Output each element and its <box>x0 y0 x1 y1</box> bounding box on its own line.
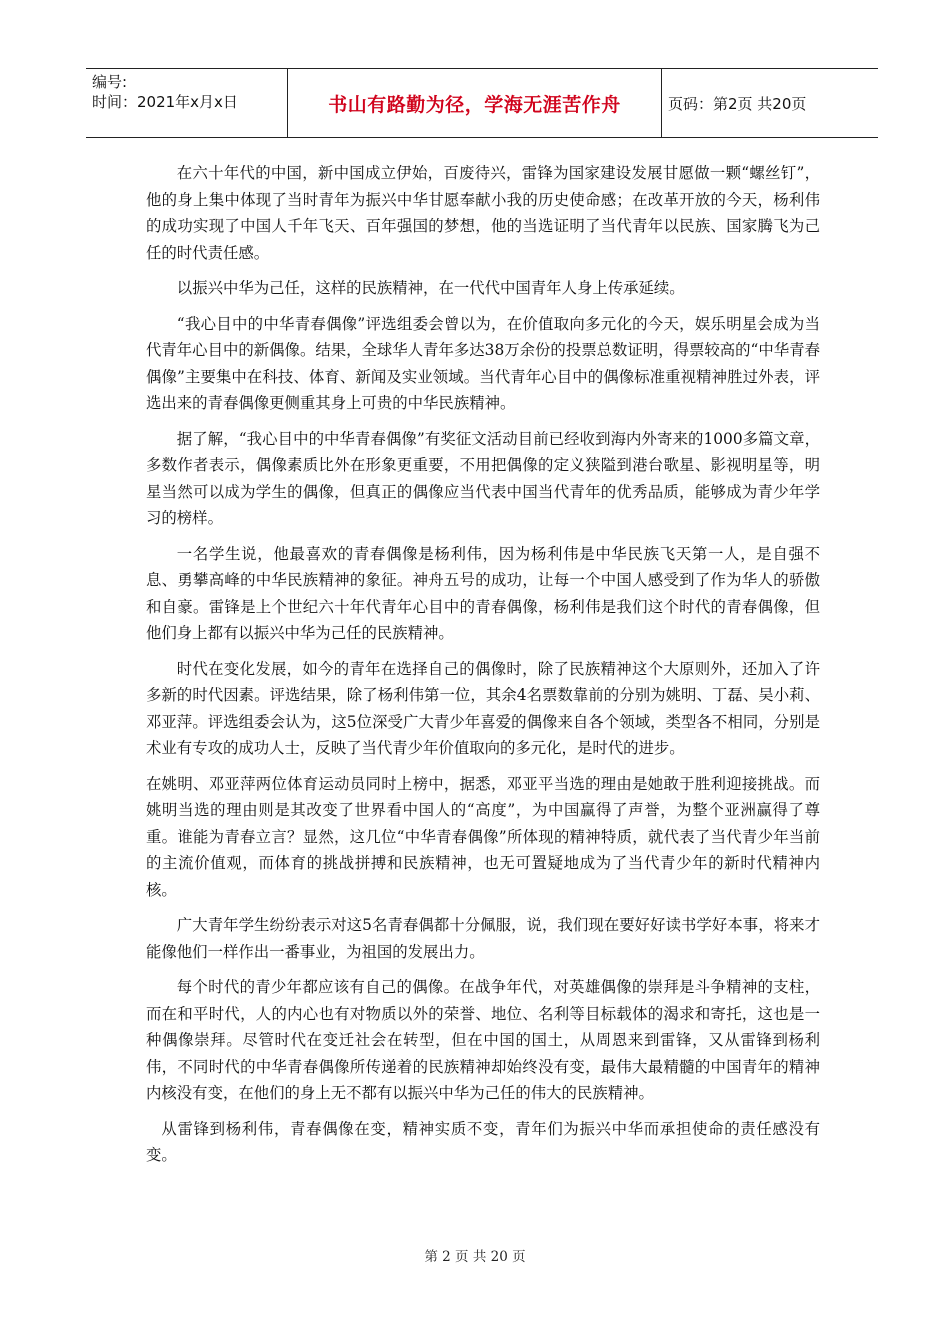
page-footer: 第 2 页 共 20 页 <box>424 1249 526 1265</box>
header-page-cell <box>662 69 878 137</box>
body-paragraph: 以振兴中华为己任，这样的民族精神，在一代代中国青年人身上传承延续。 <box>176 279 685 297</box>
header-meta-cell <box>86 69 288 137</box>
document-header <box>86 68 878 138</box>
document-body <box>146 160 820 1178</box>
body-paragraph: 时代在变化发展，如今的青年在选择自己的偶像时，除了民族精神这个大原则外，还加入了许多新的时代因素。评选结果，除了杨利伟第一位，其余4名票数靠前的分别为姚明、丁磊、吴小莉、邓亚萍。评选组委会认为，这5位深受广大青少年喜爱的偶像来自各个领域，类型各不相同，分别是术业有专攻的成功人士，反映了当代青少年价值取向的多元化，是时代的进步。 <box>146 659 820 757</box>
body-paragraph: “我心目中的中华青春偶像”评选组委会曾以为，在价值取向多元化的今天，娱乐明星会成为当代青年心目中的新偶像。结果，全球华人青年多达38万余份的投票总数证明，得票较高的“中华青春偶像”主要集中在科技、体育、新闻及实业领域。当代青年心目中的偶像标准重视精神胜过外表，评选出来的青春偶像更侧重其身上可贵的中华民族精神。 <box>146 314 820 412</box>
header-motto: 书山有路勤为径，学海无涯苦作舟 <box>328 93 621 116</box>
document-number-label: 编号: <box>92 73 128 91</box>
body-paragraph: 每个时代的青少年都应该有自己的偶像。在战争年代，对英雄偶像的崇拜是斗争精神的支柱，而在和平时代，人的内心也有对物质以外的荣誉、地位、名利等目标载体的渴求和寄托，这也是一种偶像崇拜。尽管时代在变迁社会在转型，但在中国的国土，从周恩来到雷锋，又从雷锋到杨利伟，不同时代的中华青春偶像所传递着的民族精神却始终没有变，最伟大最精髓的中国青年的精神内核没有变，在他们的身上无不都有以振兴中华为己任的伟大的民族精神。 <box>146 978 820 1102</box>
body-paragraph: 据了解，“我心目中的中华青春偶像”有奖征文活动目前已经收到海内外寄来的1000多篇文章，多数作者表示，偶像素质比外在形象更重要，不用把偶像的定义狭隘到港台歌星、影视明星等，明星当然可以成为学生的偶像，但真正的偶像应当代表中国当代青年的优秀品质，能够成为青少年学习的榜样。 <box>146 429 820 527</box>
body-paragraph: 一名学生说，他最喜欢的青春偶像是杨利伟，因为杨利伟是中华民族飞天第一人，是自强不息、勇攀高峰的中华民族精神的象征。神舟五号的成功，让每一个中国人感受到了作为华人的骄傲和自豪。雷锋是上个世纪六十年代青年心目中的青春偶像，杨利伟是我们这个时代的青春偶像，但他们身上都有以振兴中华为己任的民族精神。 <box>146 544 820 642</box>
document-time-label: 时间：2021年x月x日 <box>92 93 238 111</box>
body-paragraph: 在姚明、邓亚萍两位体育运动员同时上榜中，据悉，邓亚平当选的理由是她敢于胜利迎接挑战。而姚明当选的理由则是其改变了世界看中国人的“高度”，为中国赢得了声誉，为整个亚洲赢得了尊重。谁能为青春立言？显然，这几位“中华青春偶像”所体现的精神特质，就代表了当代青少年当前的主流价值观，而体育的挑战拼搏和民族精神，也无可置疑地成为了当代青少年的新时代精神内核。 <box>146 774 820 899</box>
body-paragraph: 广大青年学生纷纷表示对这5名青春偶都十分佩服，说，我们现在要好好读书学好本事，将来才能像他们一样作出一番事业，为祖国的发展出力。 <box>146 916 820 961</box>
body-paragraph: 从雷锋到杨利伟，青春偶像在变，精神实质不变，青年们为振兴中华而承担使命的责任感没有变。 <box>146 1119 820 1164</box>
body-paragraph: 在六十年代的中国，新中国成立伊始，百废待兴，雷锋为国家建设发展甘愿做一颗“螺丝钉”，他的身上集中体现了当时青年为振兴中华甘愿奉献小我的历史使命感；在改革开放的今天，杨利伟的成功实现了中国人千年飞天、百年强国的梦想，他的当选证明了当代青年以民族、国家腾飞为己任的时代责任感。 <box>146 164 820 262</box>
header-page-label: 页码：第2页 共20页 <box>668 94 807 113</box>
header-motto-cell <box>288 69 662 137</box>
